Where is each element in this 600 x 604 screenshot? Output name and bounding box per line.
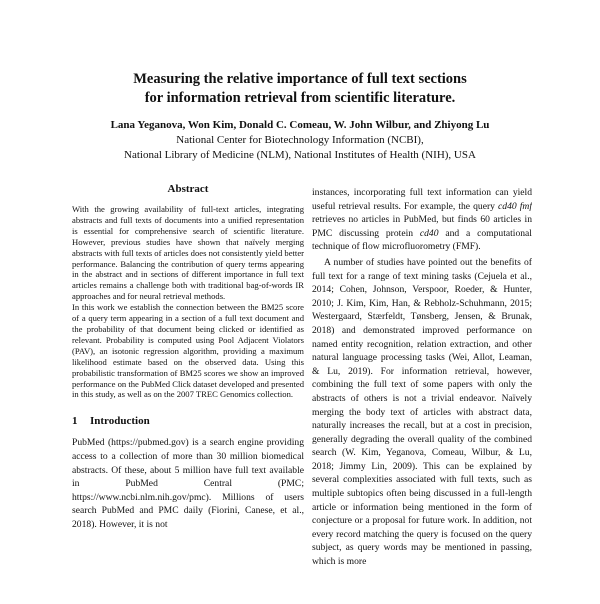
right-p1-text-b: retrieves no articles in PubMed, but finds 60 articles in PMC discussing protein — [312, 214, 532, 239]
abstract-heading: Abstract — [167, 183, 209, 195]
introduction-heading — [72, 414, 304, 428]
title-line-1: Measuring the relative importance of full text sections — [133, 71, 467, 87]
affiliation-line-2: National Library of Medicine (NLM), National Institutes of Health (NIH), USA — [124, 149, 476, 161]
paper-title — [0, 70, 600, 108]
introduction-paragraph-1: PubMed (https://pubmed.gov) is a search engine providing access to a collection of more than 30 million biomedical abstracts. Of these, about 5 million have full text available in PubMed Central (PMC; https://www.ncbi.nlm.nih.gov/pmc). Millions of users search PubMed and PMC daily (Fiorini, Canese, et al., 2018). However, it is not — [72, 437, 304, 530]
affiliation-line-1: National Center for Biotechnology Information (NCBI), — [176, 134, 424, 146]
left-column — [72, 182, 304, 600]
section-title: Introduction — [90, 415, 150, 428]
right-p1-query: cd40 fmf — [498, 200, 532, 212]
right-paragraph-1 — [312, 186, 532, 254]
right-column — [312, 186, 532, 604]
right-p1-protein: cd40 — [419, 227, 439, 239]
section-number: 1 — [72, 415, 78, 428]
right-paragraph-2: A number of studies have pointed out the benefits of full text for a range of text mining tasks (Cejuela et al., 2014; Cohen, Johnson, Verspoor, Roeder, & Hunter, 2010; J. Kim, Kim, Han, & Rebholz-Schuhmann, 2015; Westergaard, Stærfeldt, Tønsberg, Jensen, & Brunak, 2018) and demonstrated improved performance on named entity recognition, relation extraction, and other natural language processing tasks (Wei, Allot, Leaman, & Lu, 2019). For information retrieval, however, combining the full text of some papers with only the abstracts of others is not a trivial endeavor. Naïvely merging the body text of articles with abstract data, naturally increases the recall, but at a cost in precision, generally degrading the overall quality of the combined search (W. Kim, Yeganova, Comeau, Wilbur, & Lu, 2018; Jimmy Lin, 2009). This can be explained by several complexities associated with full texts, such as multiple subtopics often being discussed in a full-length article or information being mentioned in the form of conjecture or a proposal for future work. In addition, not every record matching the query is focused on the query subject, as query words may be mentioned in passing, which is more — [312, 256, 532, 568]
abstract-paragraph-1: With the growing availability of full-text articles, integrating abstracts and full texts of documents into a unified representation is essential for comprehensive search of scientific literature. However, previous studies have shown that naïvely merging abstracts with full texts of articles does not consistently yield better performance. Balancing the contribution of query terms appearing in the abstract and in sections of different importance in full text articles remains a challenge both with traditional bag-of-words IR approaches and for neural retrieval methods. — [72, 204, 304, 302]
right-p1-text-a: instances, incorporating full text information can yield useful retrieval results. For example, the query — [312, 187, 532, 212]
title-line-2: for information retrieval from scientific literature. — [144, 90, 456, 106]
abstract-paragraph-2: In this work we establish the connection between the BM25 score of a query term appearing in a section of a full text document and the probability of that document being clicked or identified as relevant. Probability is computed using Pool Adjacent Violators (PAV), an isotonic regression algorithm, providing a maximum likelihood estimate based on the observed data. Using this probabilistic transformation of BM25 scores we show an improved performance on the PubMed Click dataset developed and presented in this study, as well as on the 2007 TREC Genomics collection. — [72, 302, 304, 400]
author-block — [0, 118, 600, 163]
author-names: Lana Yeganova, Won Kim, Donald C. Comeau, W. John Wilbur, and Zhiyong Lu — [110, 119, 490, 131]
right-p1-text-c: and a computational technique of flow microfluorometry (FMF). — [312, 227, 532, 253]
